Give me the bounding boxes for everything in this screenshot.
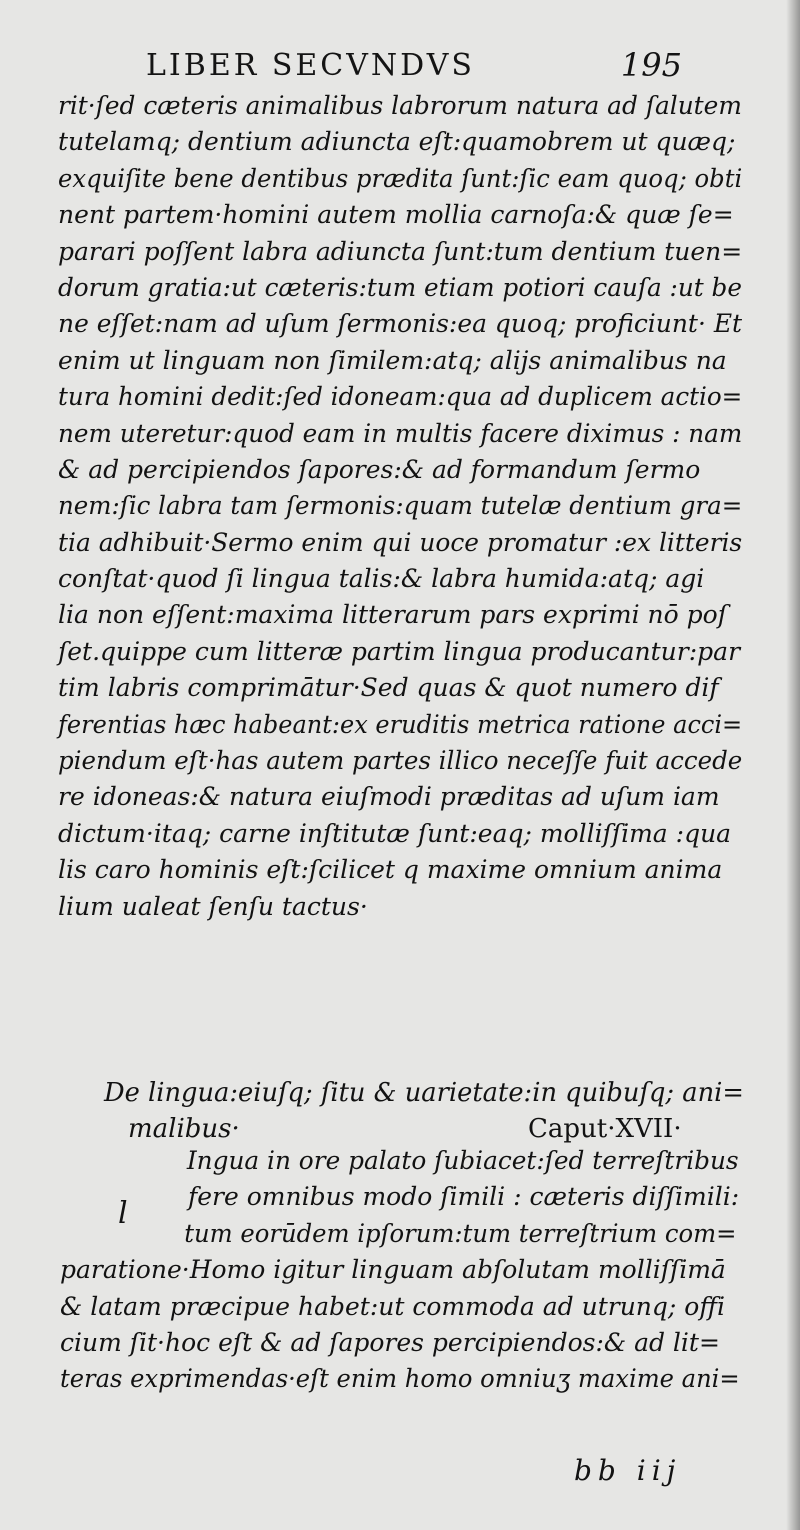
- text-line: nem uteretur:quod eam in multis facere diximus : nam: [58, 418, 743, 448]
- signature-mark: bb iij: [574, 1454, 682, 1487]
- chapter-number: Caput·XVII·: [528, 1114, 682, 1144]
- text-line: fere omnibus modo ſimili : cæteris diſſimili:: [188, 1182, 740, 1212]
- text-line: exquiſite bene dentibus prædita ſunt:ſic eam quoq; obti: [58, 163, 743, 193]
- text-line: parari poſſent labra adiuncta ſunt:tum dentium tuen=: [58, 236, 743, 266]
- text-line: re idoneas:& natura eiuſmodi præditas ad uſum iam: [58, 782, 720, 812]
- page-number: 195: [620, 46, 682, 84]
- text-line: lia non eſſent:maxima litterarum pars exprimi nō poſ: [58, 600, 727, 630]
- text-line: cium ſit·hoc eſt & ad ſapores percipiendos:& ad lit=: [60, 1327, 720, 1357]
- text-line: dorum gratia:ut cæteris:tum etiam potiori cauſa :ut be: [58, 272, 742, 302]
- text-line: nent partem·homini autem mollia carnoſa:& quæ ſe=: [58, 200, 734, 230]
- text-line: lium ualeat ſenſu tactus·: [58, 891, 368, 921]
- text-line: lis caro hominis eſt:ſcilicet q maxime omnium anima: [58, 855, 723, 885]
- text-line: dictum·itaq; carne inſtitutæ ſunt:eaq; molliſſima :qua: [58, 818, 732, 848]
- text-line: piendum eſt·has autem partes illico neceſſe fuit accede: [58, 746, 743, 776]
- chapter-text: [60, 1143, 740, 1398]
- page-edge-shadow: [786, 0, 800, 1530]
- running-title: LIBER SECVNDVS: [146, 48, 475, 83]
- text-line: tia adhibuit·Sermo enim qui uoce promatur :ex litteris: [58, 527, 743, 557]
- text-line: teras exprimendas·eſt enim homo omniuʒ maxime ani=: [60, 1364, 740, 1394]
- guide-letter: l: [118, 1196, 128, 1231]
- chapter-heading: [104, 1075, 744, 1147]
- page-header: [140, 44, 700, 88]
- text-line: paratione·Homo igitur linguam abſolutam molliſſimā: [60, 1255, 726, 1285]
- chapter-title-line: malibus·: [128, 1114, 240, 1144]
- text-line: & ad percipiendos ſapores:& ad formandum ſermo: [58, 454, 701, 484]
- text-line: enim ut linguam non ſimilem:atq; alijs animalibus na: [58, 345, 727, 375]
- text-line: nem:ſic labra tam ſermonis:quam tutelæ dentium gra=: [58, 491, 743, 521]
- text-line: conſtat·quod ſi lingua talis:& labra humida:atq; agi: [58, 564, 705, 594]
- text-line: tim labris comprimātur·Sed quas & quot numero dif: [58, 673, 719, 703]
- text-line: tum eorūdem ipſorum:tum terreſtrium com=: [184, 1218, 737, 1248]
- text-line: & latam præcipue habet:ut commoda ad utrunq; offi: [60, 1291, 726, 1321]
- text-line: ferentias hæc habeant:ex eruditis metrica ratione acci=: [58, 709, 743, 739]
- body-text: [58, 88, 742, 925]
- text-line: rit·ſed cæteris animalibus labrorum natura ad ſalutem: [58, 91, 742, 120]
- text-line: tutelamq; dentium adiuncta eſt:quamobrem ut quæq;: [58, 127, 736, 157]
- text-line: ſet.quippe cum litteræ partim lingua producantur:par: [58, 636, 741, 666]
- text-line: ne eſſet:nam ad uſum ſermonis:ea quoq; proficiunt· Et: [58, 309, 743, 339]
- text-line: tura homini dedit:ſed idoneam:qua ad duplicem actio=: [58, 382, 743, 412]
- chapter-title-line: De lingua:eiuſq; ſitu & uarietate:in quibuſq; ani=: [104, 1078, 744, 1108]
- text-line: Ingua in ore palato ſubiacet:ſed terreſtribus: [186, 1146, 739, 1175]
